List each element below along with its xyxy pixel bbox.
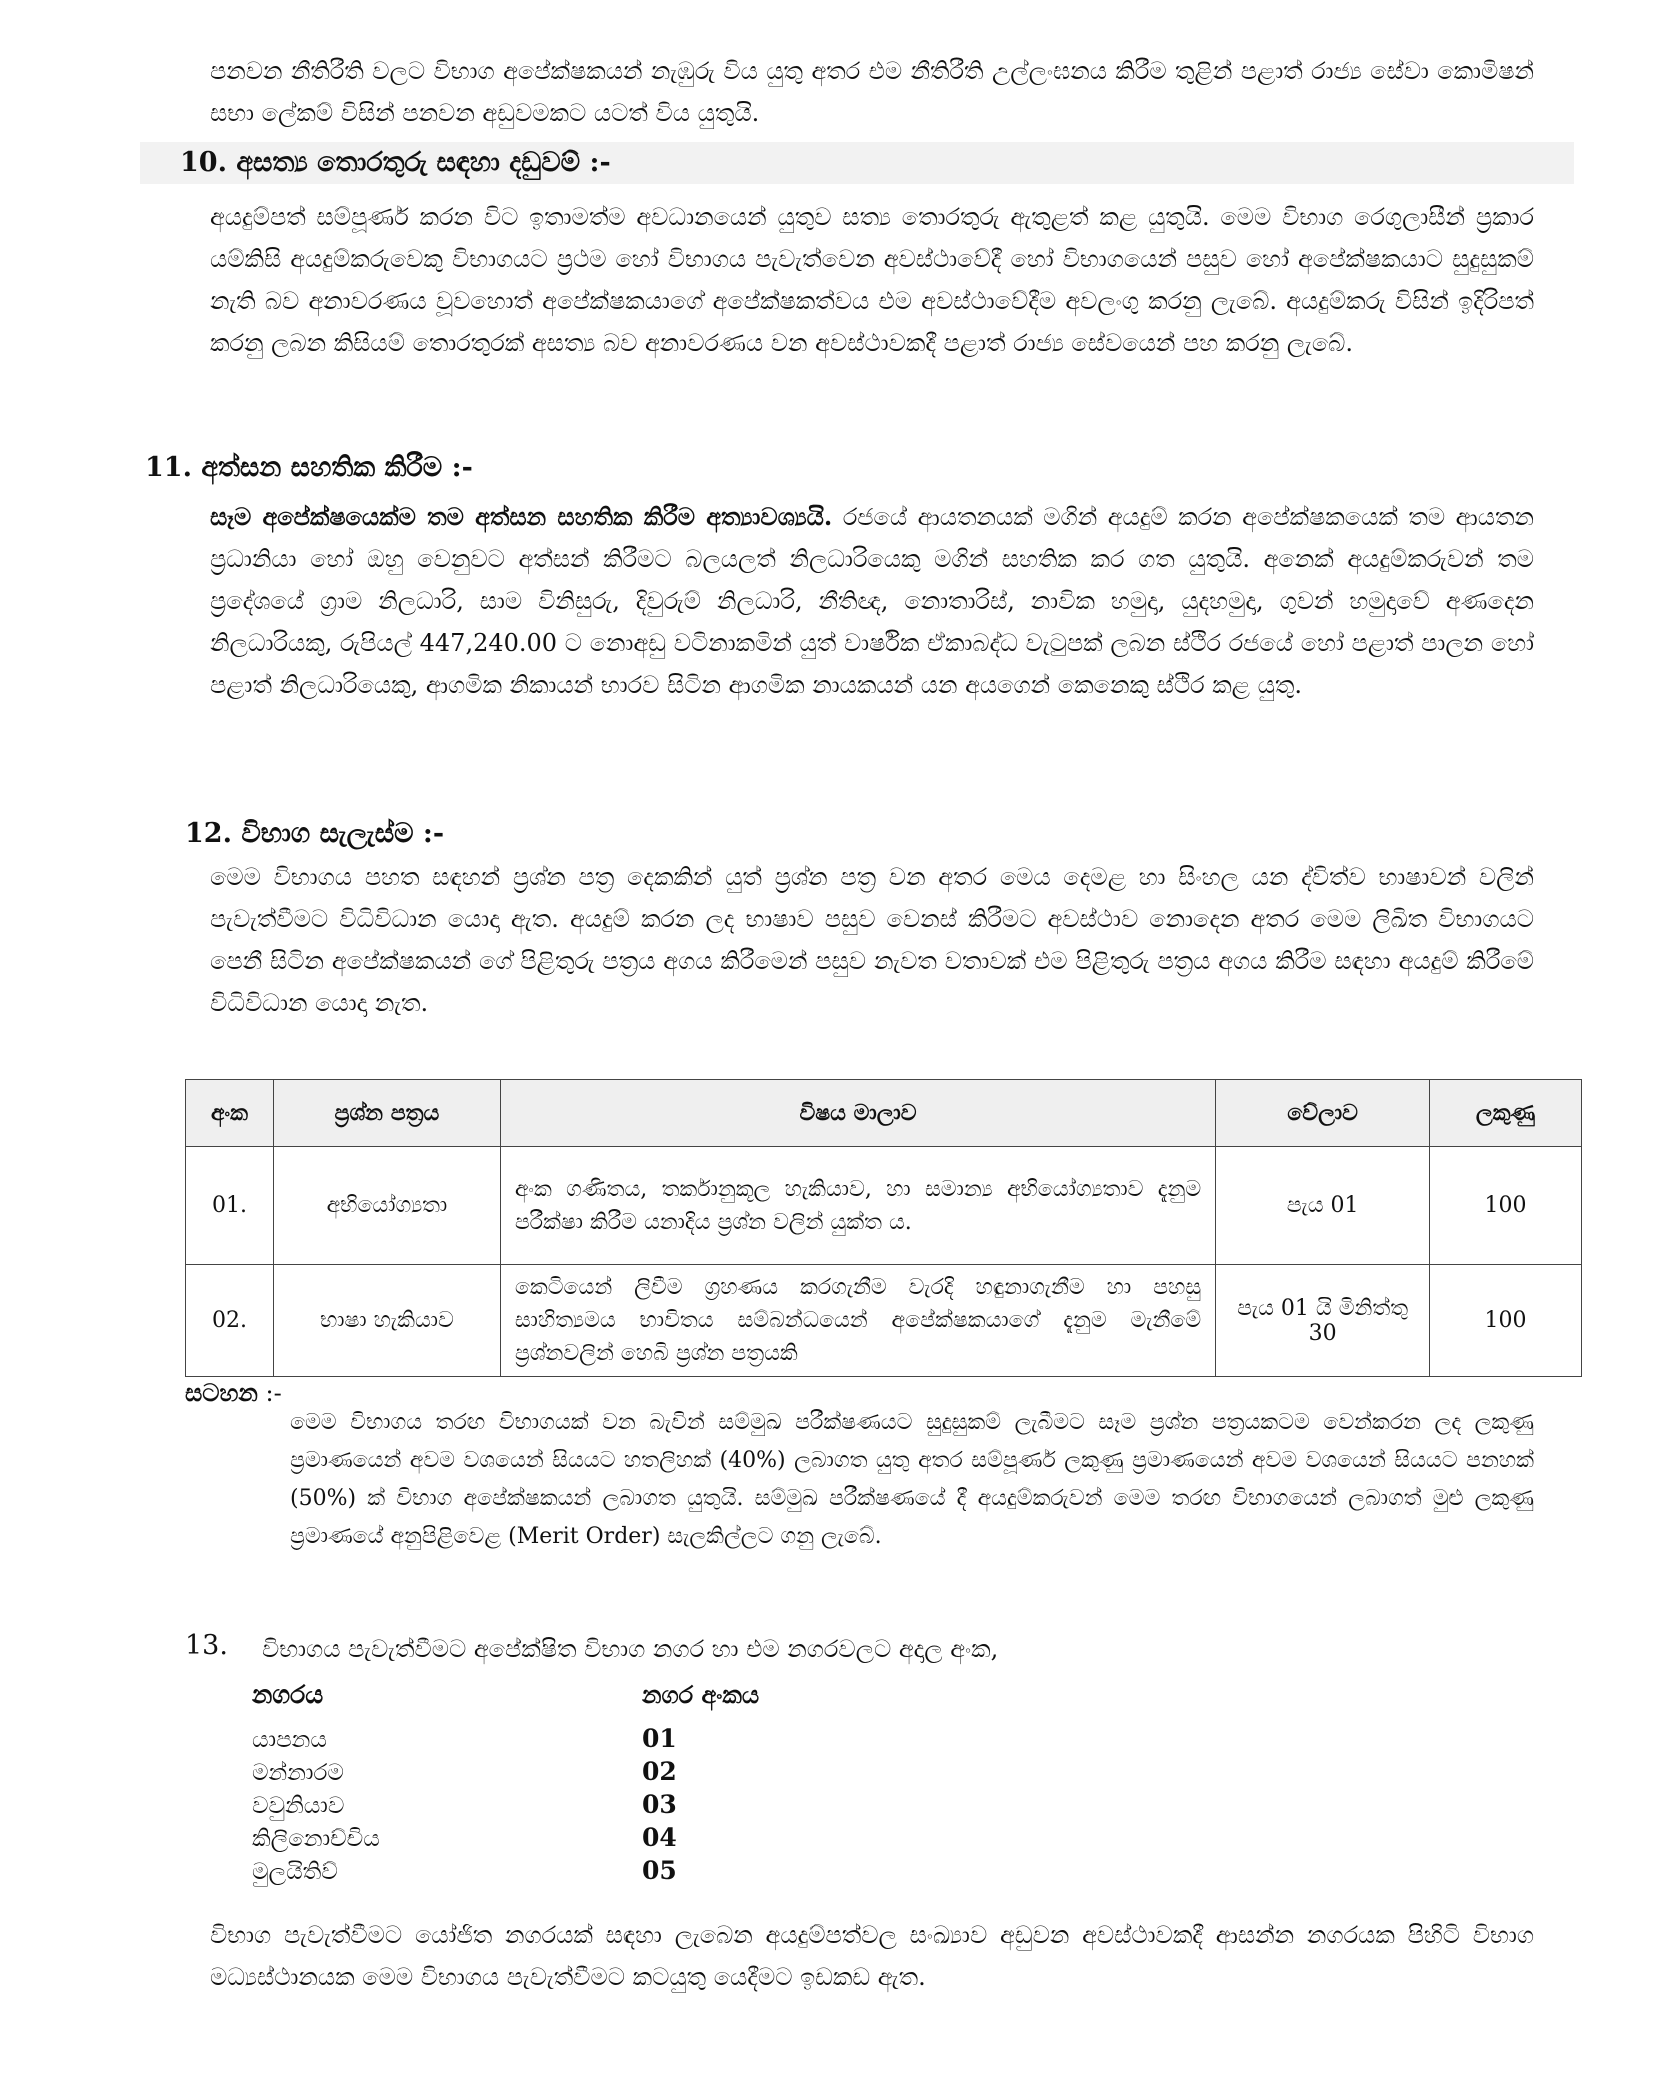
section-10-heading bbox=[140, 142, 1574, 184]
note-label bbox=[185, 1378, 282, 1407]
table-header-row bbox=[186, 1080, 1582, 1147]
section-11-bold-lead: සෑම අපේක්ෂයෙක්ම තම අත්සන සහතික කිරීම අත්‍යාවශ්‍යයි. bbox=[210, 502, 833, 531]
section-10-body: අයදුම්පත් සම්පූර්ණ කරන විට ඉතාමත්ම අවධානයෙන් යුතුව සත්‍ය තොරතුරු ඇතුළත් කළ යුතුයි. මෙම විභාග රෙගුලාසීන් ප්‍රකාර යම්කිසි අයදුම්කරුවෙකු විභාගයට ප්‍රථම හෝ විභාගය පැවැත්වෙන අවස්ථාවේදී හෝ විභාගයෙන් පසුව හෝ අපේක්ෂකයාට සුදුසුකම් නැති බව අනාවරණය වූවහොත් අපේක්ෂකයාගේ අපේක්ෂකත්වය එම අවස්ථාවේදීම අවලංගු කරනු ලැබේ. අයදුම්කරු විසින් ඉදිරිපත් කරනු ලබන කිසියම් තොරතුරක් අසත්‍ය බව අනාවරණය වන අවස්ථාවකදී පළාත් රාජ්‍ය සේවයෙන් පහ කරනු ලැබේ. bbox=[210, 203, 1534, 357]
section-13-footer: විභාග පැවැත්වීමට යෝජිත නගරයක් සඳහා ලැබෙන අයදුම්පත්වල සංඛ්‍යාව අඩුවන අවස්ථාවකදී ආසන්න නගරයක පිහිටි විභාග මධ්‍යස්ථානයක මෙම විභාගය පැවැත්වීමට කටයුතු යෙදීමට ඉඩකඩ ඇත. bbox=[210, 1921, 1534, 1991]
row-syllabus: අංක ගණිතය, තර්කානුකූල හැකියාව, හා සමාන්‍ය අභියෝග්‍යතාව දැනුම පරීක්ෂා කිරීම යනාදිය ප්‍රශ්න වලින් යුක්ත ය. bbox=[500, 1147, 1215, 1265]
city-name: වවුනියාව bbox=[252, 1793, 345, 1819]
intro-paragraph: පනවන නීතිරීති වලට විභාග අපේක්ෂකයන් නැඹුරු විය යුතු අතර එම නීතිරීති උල්ලංඝනය කිරීම තුළින් පළාත් රාජ්‍ය සේවා කොමිෂන් සභා ලේකම් විසින් පනවන අඩුවමකට යටත් විය යුතුයි. bbox=[210, 57, 1534, 127]
city-column-header: නගරය bbox=[252, 1680, 324, 1709]
row-syllabus: කෙටියෙන් ලිවීම ග්‍රහණය කරගැනීම වැරදි හඳුනාගැනීම හා පහසු සාහිත්‍යමය භාවිතය සම්බන්ධයෙන් අපේක්ෂකයාගේ දැනුම මැනීමේ ප්‍රශ්නවලින් හෙබි ප්‍රශ්න පත්‍රයකි bbox=[500, 1265, 1215, 1377]
section-10-title: 10. අසත්‍ය තොරතුරු සඳහා දඩුවම් :- bbox=[180, 147, 611, 178]
row-time: පැය 01 bbox=[1216, 1147, 1430, 1265]
table-row bbox=[186, 1147, 1582, 1265]
city-list-header bbox=[250, 1680, 759, 1722]
header-marks: ලකුණු bbox=[1430, 1080, 1582, 1147]
section-11-body bbox=[210, 496, 1534, 706]
table-row bbox=[186, 1265, 1582, 1377]
section-12-body: මෙම විභාගය පහත සඳහන් ප්‍රශ්න පත්‍ර දෙකකින් යුත් ප්‍රශ්න පත්‍ර වන අතර මෙය දෙමළ හා සිංහල යන ද්විත්ව භාෂාවන් වලින් පැවැත්වීමට විධිවිධාන යොදා ඇත. අයදුම් කරන ලද භාෂාව පසුව වෙනස් කිරීමට අවස්ථාව නොදෙන අතර මෙම ලිඛිත විභාගයට පෙනී සිටින අපේක්ෂකයන් ගේ පිළිතුරු පත්‍රය අගය කිරීමෙන් පසුව නැවත වතාවක් එම පිළිතුරු පත්‍රය අගය කිරීම සඳහා අයදුම් කිරීමේ විධිවිධාන යොදා නැත. bbox=[210, 863, 1534, 1017]
header-time: වේලාව bbox=[1216, 1080, 1430, 1147]
list-item bbox=[250, 1755, 759, 1788]
section-11-text: රජයේ ආයතනයක් මගින් අයදුම් කරන අපේක්ෂකයෙක් තම ආයතන ප්‍රධානියා හෝ ඔහු වෙනුවට අත්සන් කිරීමට බලයලත් නිලධාරියෙකු මගින් සහතික කර ගත යුතුයි. අනෙක් අයදුම්කරුවන් තම ප්‍රදේශයේ ග්‍රාම නිලධාරි, සාම විනිසුරු, දිවුරුම් නිලධාරි, නීතිඥ, නොතාරිස්, නාවික හමුදා, යුදහමුදා, ගුවන් හමුදාවේ අණදෙන නිලධාරියකු, රුපියල් 447,240.00 ට නොඅඩු වටිනාකමින් යුත් වාර්ෂික ඒකාබද්ධ වැටුපක් ලබන ස්ථිර රජයේ හෝ පළාත් පාලන හෝ පළාත් නිලධාරියෙකු, ආගමික නිකායන් භාරව සිටින ආගමික නායකයන් යන අයගෙන් කෙනෙකු ස්ථිර කළ යුතු. bbox=[210, 503, 1534, 699]
row-number: 02. bbox=[186, 1265, 274, 1377]
row-marks: 100 bbox=[1430, 1147, 1582, 1265]
list-item bbox=[250, 1854, 759, 1887]
city-list bbox=[250, 1680, 759, 1887]
city-code: 05 bbox=[642, 1856, 677, 1885]
row-number: 01. bbox=[186, 1147, 274, 1265]
section-13-title: විභාගය පැවැත්වීමට අපේක්ෂිත විභාග නගර හා එම නගරවලට අදාල අංක, bbox=[262, 1635, 999, 1663]
section-12-heading: 12. විභාග සැලැස්ම :- bbox=[185, 818, 445, 849]
city-code: 04 bbox=[642, 1823, 677, 1852]
exam-scheme-table bbox=[185, 1079, 1582, 1377]
list-item bbox=[250, 1821, 759, 1854]
city-name: මන්නාරම bbox=[252, 1760, 344, 1786]
city-code: 03 bbox=[642, 1790, 677, 1819]
section-13-number: 13. bbox=[185, 1630, 228, 1661]
city-name: යාපනය bbox=[252, 1727, 327, 1753]
city-name: මුලයිතිව් bbox=[252, 1859, 338, 1885]
note-label-suffix: :- bbox=[257, 1379, 282, 1407]
row-time: පැය 01 යි මිනිත්තු 30 bbox=[1216, 1265, 1430, 1377]
row-paper: භාෂා හැකියාව bbox=[273, 1265, 500, 1377]
section-11-heading: 11. අත්සන සහතික කිරීම :- bbox=[145, 452, 473, 483]
row-paper: අභියෝග්‍යතා bbox=[273, 1147, 500, 1265]
city-name: කිලිනොච්චිය bbox=[252, 1826, 380, 1852]
note-body: මෙම විභාගය තරඟ විභාගයක් වන බැවින් සම්මුඛ පරීක්ෂණයට සුදුසුකම් ලැබීමට සෑම ප්‍රශ්න පත්‍රයකටම වෙන්කරන ලද ලකුණු ප්‍රමාණයෙන් අවම වශයෙන් සියයට හතලිහක් (40%) ලබාගත යුතු අතර සම්පූර්ණ ලකුණු ප්‍රමාණයෙන් අවම වශයෙන් සියයට පනහක් (50%) ක් විභාග අපේක්ෂකයන් ලබාගත යුතුයි. සම්මුඛ පරීක්ෂණයේ දී අයදුම්කරුවන් මෙම තරඟ විභාගයෙන් ලබාගත් මුළු ලකුණු ප්‍රමාණයේ අනුපිළිවෙළ (Merit Order) සැලකිල්ලට ගනු ලැබේ. bbox=[290, 1410, 1534, 1549]
list-item bbox=[250, 1722, 759, 1755]
note-label-text: සටහන bbox=[185, 1378, 258, 1407]
list-item bbox=[250, 1788, 759, 1821]
city-code: 01 bbox=[642, 1724, 677, 1753]
header-paper: ප්‍රශ්න පත්‍රය bbox=[273, 1080, 500, 1147]
header-number: අංක bbox=[186, 1080, 274, 1147]
city-code: 02 bbox=[642, 1757, 677, 1786]
row-marks: 100 bbox=[1430, 1265, 1582, 1377]
header-syllabus: විෂය මාලාව bbox=[500, 1080, 1215, 1147]
code-column-header: නගර අංකය bbox=[642, 1680, 760, 1709]
